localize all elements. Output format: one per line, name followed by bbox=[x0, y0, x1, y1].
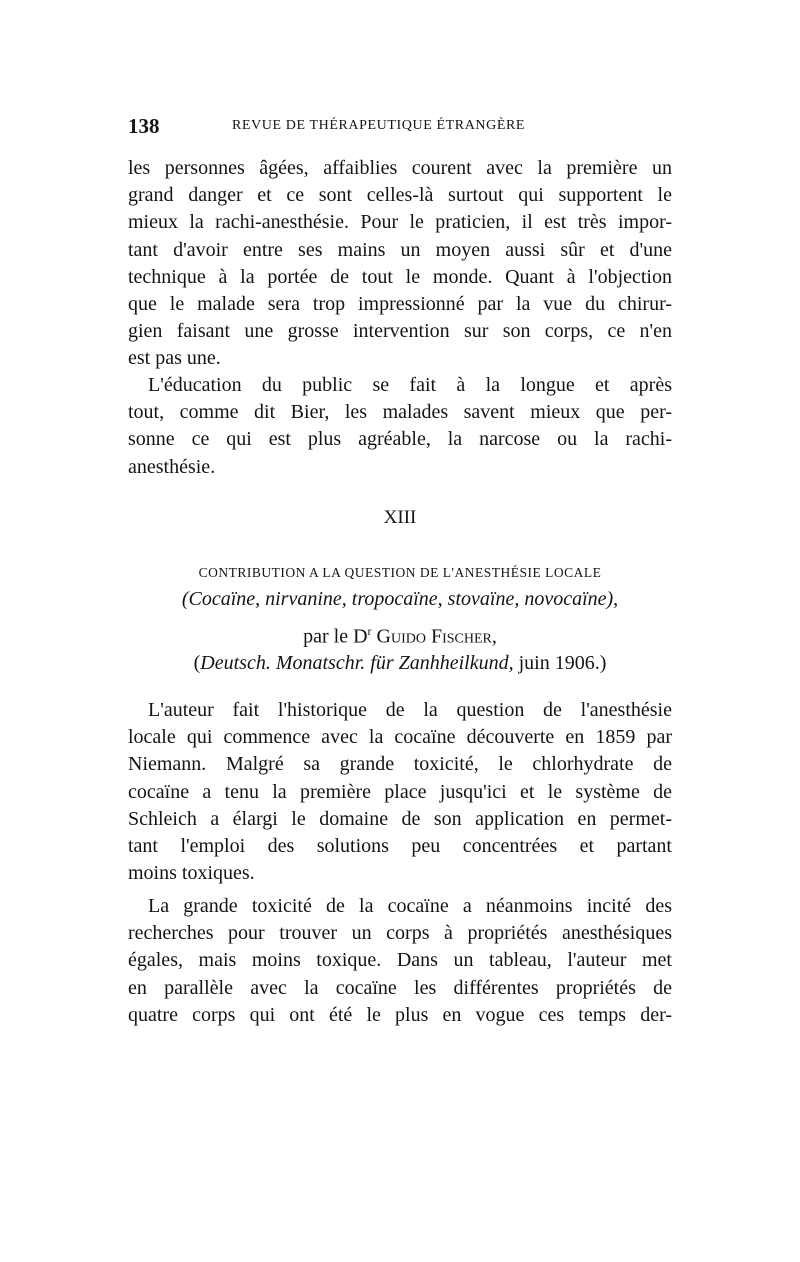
drug-list: (Cocaïne, nirvanine, tropocaïne, stovaïne, novocaïne), bbox=[181, 588, 619, 610]
text-line: technique à la portée de tout le monde. Quant à l'objection bbox=[128, 265, 672, 288]
text-line: La grande toxicité de la cocaïne a néanmoins incité des bbox=[148, 895, 672, 917]
paragraph-3 bbox=[128, 697, 672, 887]
page-header bbox=[128, 114, 672, 140]
text-line: L'auteur fait l'historique de la question de l'anesthésie bbox=[148, 699, 672, 721]
author-prefix: par le D bbox=[303, 625, 368, 648]
text-line: recherches pour trouver un corps à propriétés anesthésiques bbox=[128, 922, 672, 945]
text-line: tant d'avoir entre ses mains un moyen aussi sûr et d'une bbox=[128, 238, 672, 261]
section-title: CONTRIBUTION A LA QUESTION DE L'ANESTHÉSIE LOCALE bbox=[198, 565, 602, 580]
text-line: les personnes âgées, affaiblies courent avec la première un bbox=[128, 157, 672, 179]
text-line: cocaïne a tenu la première place jusqu'ici et le système de bbox=[128, 780, 672, 803]
section-number: XIII bbox=[383, 507, 417, 528]
running-head: REVUE DE THÉRAPEUTIQUE ÉTRANGÈRE bbox=[232, 118, 526, 133]
text-line: quatre corps qui ont été le plus en vogue ces temps der- bbox=[128, 1003, 672, 1026]
source-citation bbox=[128, 652, 672, 675]
paragraph-4 bbox=[128, 893, 672, 1029]
source-journal: Deutsch. Monatschr. für Zanhheilkund, bbox=[200, 652, 514, 674]
paragraph-1 bbox=[128, 155, 672, 373]
author-name: Guido Fischer, bbox=[376, 625, 497, 648]
text-line: anesthésie. bbox=[128, 455, 216, 478]
text-line: mieux la rachi-anesthésie. Pour le praticien, il est très impor- bbox=[128, 211, 672, 234]
text-line: sonne ce qui est plus agréable, la narcose ou la rachi- bbox=[128, 428, 672, 451]
text-line: gien faisant une grosse intervention sur son corps, ce n'en bbox=[128, 320, 672, 343]
text-line: tant l'emploi des solutions peu concentrées et partant bbox=[128, 834, 672, 857]
author-title-sup: r bbox=[367, 624, 372, 638]
text-line: égales, mais moins toxique. Dans un tableau, l'auteur met bbox=[128, 949, 672, 972]
text-line: est pas une. bbox=[128, 347, 221, 370]
text-line: Schleich a élargi le domaine de son application en permet- bbox=[128, 807, 672, 830]
paragraph-2 bbox=[128, 372, 672, 481]
text-line: que le malade sera trop impressionné par la vue du chirur- bbox=[128, 292, 672, 315]
text-line: locale qui commence avec la cocaïne découverte en 1859 par bbox=[128, 726, 672, 749]
text-line: en parallèle avec la cocaïne les différentes propriétés de bbox=[128, 976, 672, 999]
text-line: tout, comme dit Bier, les malades savent mieux que per- bbox=[128, 401, 672, 424]
author-line bbox=[128, 624, 672, 649]
source-open-paren: ( bbox=[193, 652, 201, 674]
text-line: Niemann. Malgré sa grande toxicité, le chlorhydrate de bbox=[128, 753, 672, 776]
page-number: 138 bbox=[128, 114, 160, 138]
text-line: L'éducation du public se fait à la longue et après bbox=[148, 374, 672, 396]
text-line: grand danger et ce sont celles-là surtout qui supportent le bbox=[128, 184, 672, 207]
text-line: moins toxiques. bbox=[128, 862, 255, 885]
source-date: juin 1906.) bbox=[513, 652, 607, 674]
